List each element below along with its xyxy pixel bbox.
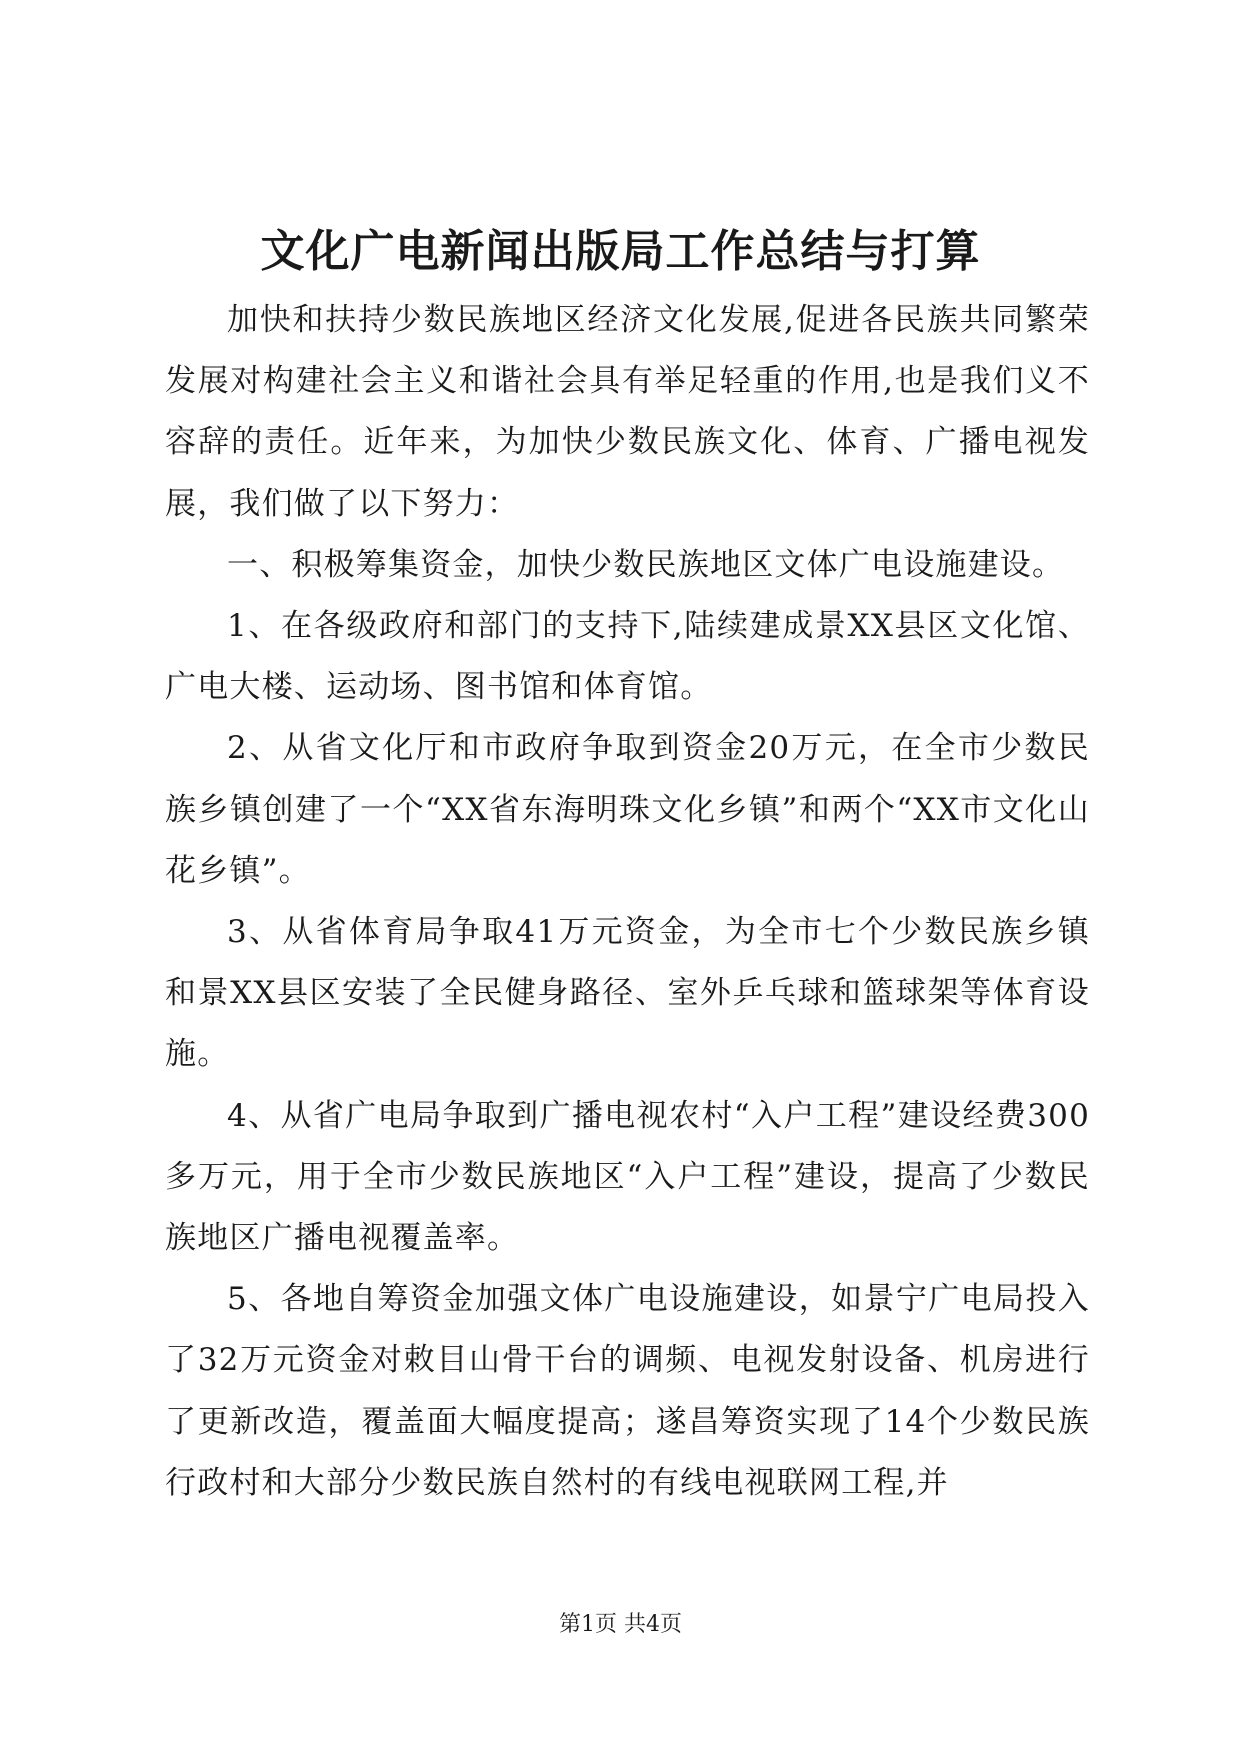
paragraph-item-2: 2、从省文化厅和市政府争取到资金20万元，在全市少数民族乡镇创建了一个“XX省东海明珠文化乡镇”和两个“XX市文化山花乡镇”。 xyxy=(165,730,1090,889)
paragraph-section-1-heading: 一、积极筹集资金，加快少数民族地区文体广电设施建设。 xyxy=(227,546,1065,583)
paragraph-item-1: 1、在各级政府和部门的支持下,陆续建成景XX县区文化馆、广电大楼、运动场、图书馆和体育馆。 xyxy=(165,608,1090,706)
paragraph-item-5: 5、各地自筹资金加强文体广电设施建设，如景宁广电局投入了32万元资金对敕目山骨干台的调频、电视发射设备、机房进行了更新改造，覆盖面大幅度提高；遂昌筹资实现了14个少数民族行政村和大部分少数民族自然村的有线电视联网工程,并 xyxy=(165,1281,1090,1501)
document-title: 文化广电新闻出版局工作总结与打算 xyxy=(260,226,981,277)
paragraph-item-4: 4、从省广电局争取到广播电视农村“入户工程”建设经费300多万元，用于全市少数民族地区“入户工程”建设，提高了少数民族地区广播电视覆盖率。 xyxy=(165,1097,1090,1257)
page-number-footer: 第1页 共4页 xyxy=(559,1612,682,1637)
document-body xyxy=(165,290,1090,1514)
paragraph-intro: 加快和扶持少数民族地区经济文化发展,促进各民族共同繁荣发展对构建社会主义和谐社会具有举足轻重的作用,也是我们义不容辞的责任。近年来，为加快少数民族文化、体育、广播电视发展，我们做了以下努力： xyxy=(165,302,1090,522)
paragraph-item-3: 3、从省体育局争取41万元资金，为全市七个少数民族乡镇和景XX县区安装了全民健身路径、室外乒乓球和篮球架等体育设施。 xyxy=(165,914,1090,1073)
